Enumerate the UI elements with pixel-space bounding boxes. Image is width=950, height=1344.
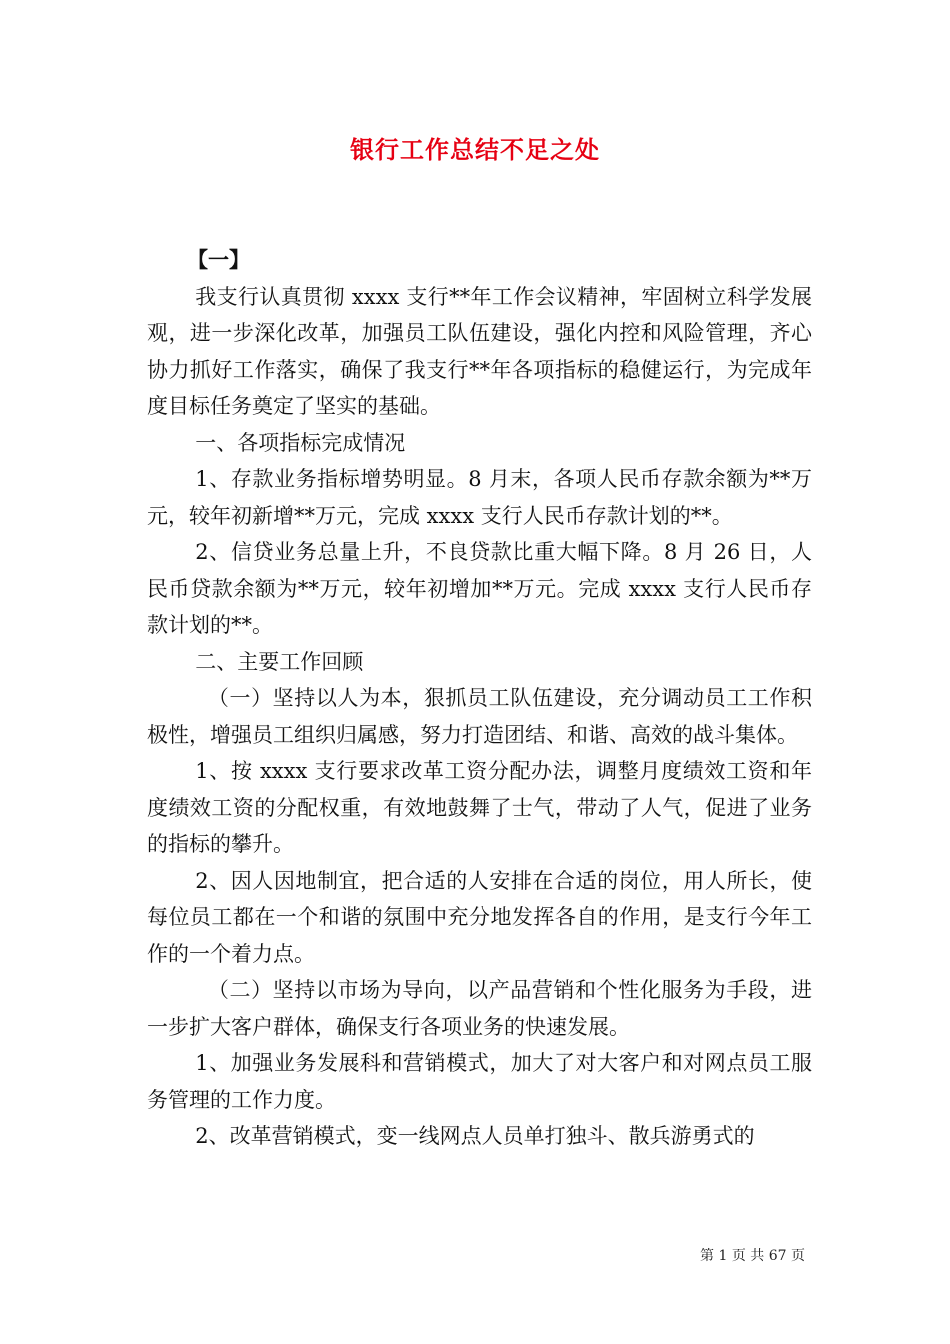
page-number: 第 1 页 共 67 页 — [700, 1248, 805, 1264]
section-tag: 【一】 — [187, 247, 250, 272]
document-body — [147, 242, 812, 1155]
paragraph-staffing: 2、因人因地制宜，把合适的人安排在合适的岗位，用人所长，使每位员工都在一个和谐的氛围中充分地发挥各自的作用，是支行今年工作的一个着力点。 — [147, 868, 812, 966]
document-title: 银行工作总结不足之处 — [350, 135, 600, 164]
paragraph-people-first: （一）坚持以人为本，狠抓员工队伍建设，充分调动员工工作积极性，增强员工组织归属感，努力打造团结、和谐、高效的战斗集体。 — [147, 686, 812, 747]
paragraph-loans: 2、信贷业务总量上升，不良贷款比重大幅下降。8 月 26 日，人民币贷款余额为**万元，较年初增加**万元。完成 xxxx 支行人民币存款计划的**。 — [147, 540, 812, 637]
paragraph-salary-reform: 1、按 xxxx 支行要求改革工资分配办法，调整月度绩效工资和年度绩效工资的分配权重，有效地鼓舞了士气，带动了人气，促进了业务的指标的攀升。 — [147, 759, 812, 856]
paragraph-market-oriented: （二）坚持以市场为导向，以产品营销和个性化服务为手段，进一步扩大客户群体，确保支行各项业务的快速发展。 — [147, 978, 812, 1039]
paragraph-marketing-model: 1、加强业务发展科和营销模式，加大了对大客户和对网点员工服务管理的工作力度。 — [147, 1051, 812, 1112]
paragraph-marketing-reform: 2、改革营销模式，变一线网点人员单打独斗、散兵游勇式的 — [195, 1124, 755, 1148]
paragraph-intro: 我支行认真贯彻 xxxx 支行**年工作会议精神，牢固树立科学发展观，进一步深化改革，加强员工队伍建设，强化内控和风险管理，齐心协力抓好工作落实，确保了我支行**年各项指标的稳健运行，为完成年度目标任务奠定了坚实的基础。 — [147, 284, 812, 418]
paragraph-deposits: 1、存款业务指标增势明显。8 月末，各项人民币存款余额为**万元，较年初新增**万元，完成 xxxx 支行人民币存款计划的**。 — [147, 467, 812, 528]
heading-indicators: 一、各项指标完成情况 — [195, 430, 406, 455]
heading-work-review: 二、主要工作回顾 — [195, 649, 364, 674]
